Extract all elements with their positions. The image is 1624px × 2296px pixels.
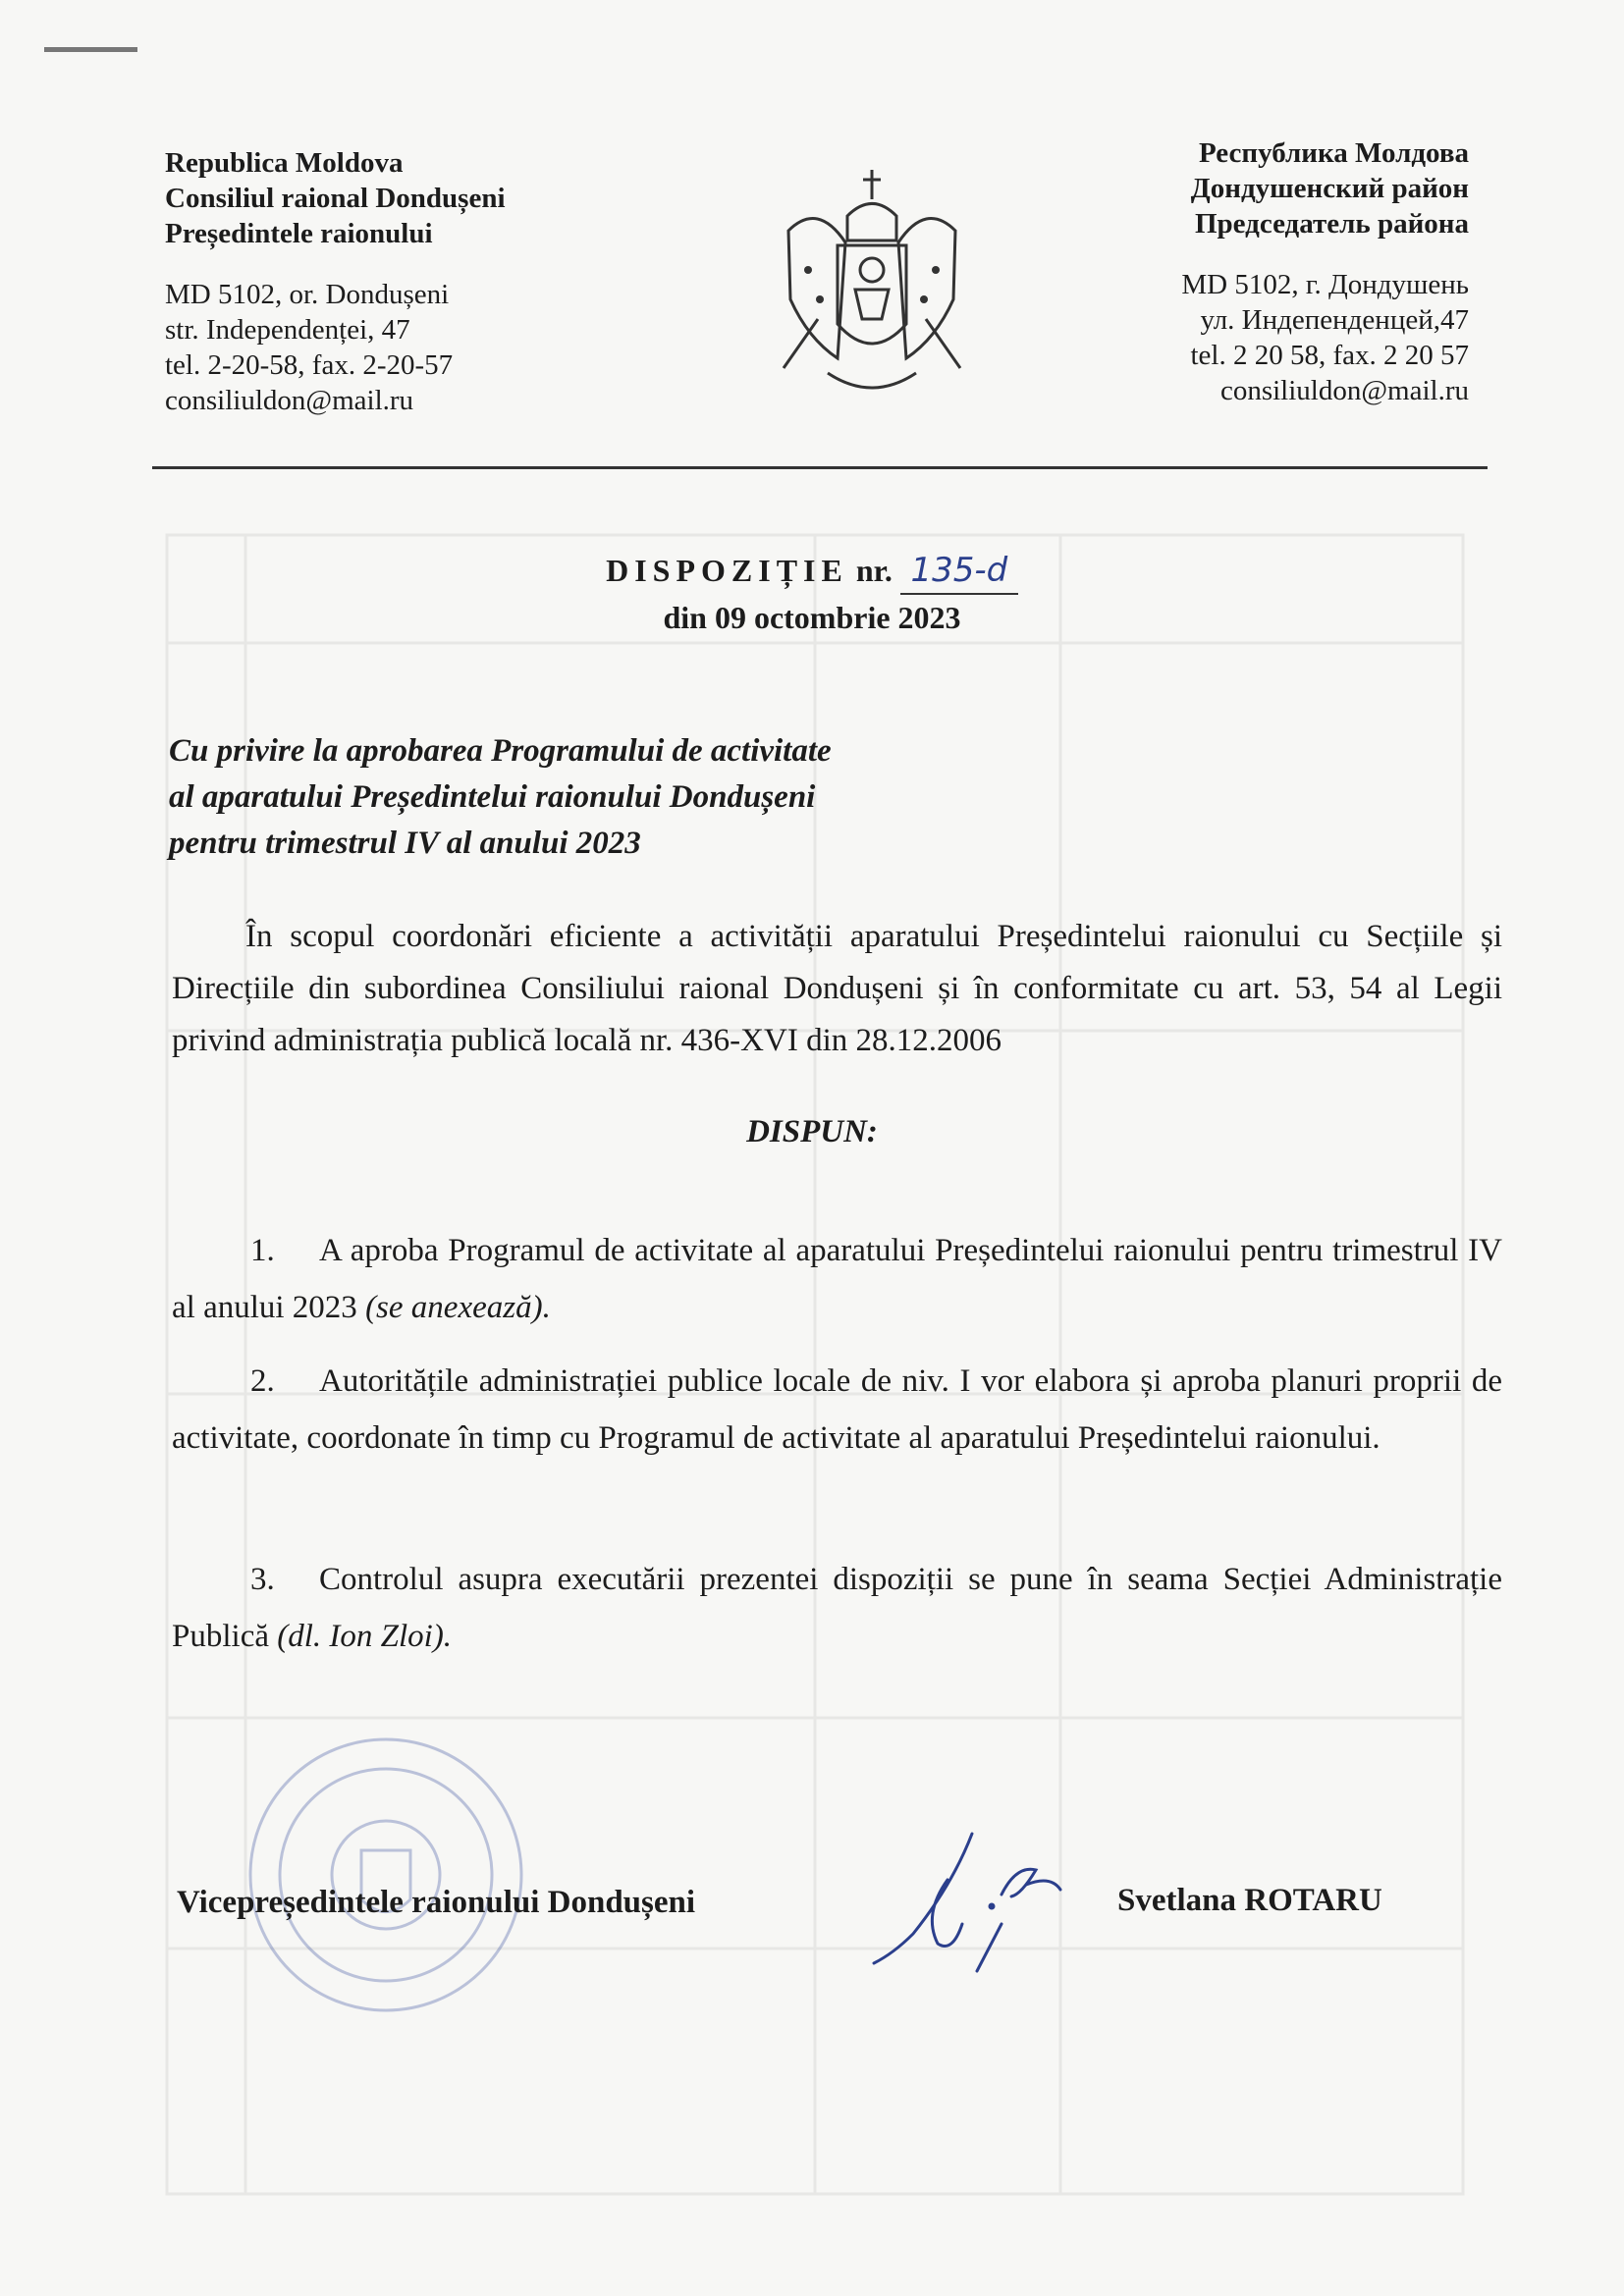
header-left-country: Republica Moldova xyxy=(165,147,404,179)
subject-line-2: al aparatului Președintelui raionului Dondușeni xyxy=(169,779,816,815)
signatory-role: Vicepreședintele raionului Dondușeni xyxy=(177,1885,696,1920)
item-number: 1. xyxy=(250,1233,275,1268)
handwritten-signature xyxy=(854,1826,1090,1973)
header-right-address xyxy=(1181,267,1469,408)
item-note: (se anexează). xyxy=(365,1290,551,1325)
document-title xyxy=(0,548,1624,640)
subject-line-3: pentru trimestrul IV al anului 2023 xyxy=(169,826,641,861)
item-text: Controlul asupra executării prezentei dispoziții se pune în seama Secției Administrație Publică xyxy=(172,1562,1502,1654)
header-right-addr-city: MD 5102, г. Дондушень xyxy=(1181,269,1469,300)
signatory-name: Svetlana ROTARU xyxy=(1117,1883,1382,1918)
header-right-addr-phone: tel. 2 20 58, fax. 2 20 57 xyxy=(1190,340,1469,371)
header-left-office: Președintele raionului xyxy=(165,218,433,249)
decision-item xyxy=(172,1222,1502,1336)
item-number: 3. xyxy=(250,1562,275,1597)
header-left-addr-street: str. Independenței, 47 xyxy=(165,314,410,346)
header-left-addr-phone: tel. 2-20-58, fax. 2-20-57 xyxy=(165,349,454,381)
header-left-addr-email: consiliuldon@mail.ru xyxy=(165,385,414,416)
title-heading: DISPOZIȚIE xyxy=(606,553,848,588)
title-nr-value: 135-d xyxy=(900,548,1018,595)
header-right-office: Председатель района xyxy=(1195,208,1469,240)
decision-item xyxy=(172,1551,1502,1665)
subject-line-1: Cu privire la aprobarea Programului de activitate xyxy=(169,733,832,769)
item-text: Autoritățile administrației publice locale de niv. I vor elabora și aproba planuri proprii de activitate, coordonate în timp cu Programul de activitate al aparatului Președintelui raionului. xyxy=(172,1363,1502,1456)
header-left-council: Consiliul raional Dondușeni xyxy=(165,183,506,214)
document-subject xyxy=(169,728,832,867)
header-right-district: Дондушенский район xyxy=(1190,173,1469,204)
item-number: 2. xyxy=(250,1363,275,1399)
header-right-addr-street: ул. Индепенденцей,47 xyxy=(1200,304,1469,336)
preamble-paragraph: În scopul coordonări eficiente a activității aparatului Președintelui raionului cu Secțiile și Direcțiile din subordinea Consiliului raional Dondușeni și în conformitate cu art. 53, 54 al Legii privind administrația publică locală nr. 436-XVI din 28.12.2006 xyxy=(172,919,1502,1058)
header-right xyxy=(1181,135,1469,408)
header-right-country: Республика Молдова xyxy=(1198,137,1469,169)
header-left xyxy=(165,145,506,418)
title-nr-label: nr. xyxy=(855,553,893,588)
item-note: (dl. Ion Zloi). xyxy=(277,1619,453,1654)
official-seal-icon xyxy=(244,1733,528,2017)
header-divider xyxy=(152,466,1488,469)
coat-of-arms-icon xyxy=(769,162,975,412)
header-left-address xyxy=(165,277,506,418)
decision-item xyxy=(172,1353,1502,1467)
title-date: din 09 octombrie 2023 xyxy=(663,600,961,635)
header-right-addr-email: consiliuldon@mail.ru xyxy=(1219,375,1469,406)
item-text: A aproba Programul de activitate al aparatului Președintelui raionului pentru trimestrul IV al anului 2023 xyxy=(172,1233,1502,1325)
dispun-heading: DISPUN: xyxy=(746,1114,878,1149)
header-left-addr-city: MD 5102, or. Dondușeni xyxy=(165,279,450,310)
scan-corner-mark xyxy=(44,47,137,52)
